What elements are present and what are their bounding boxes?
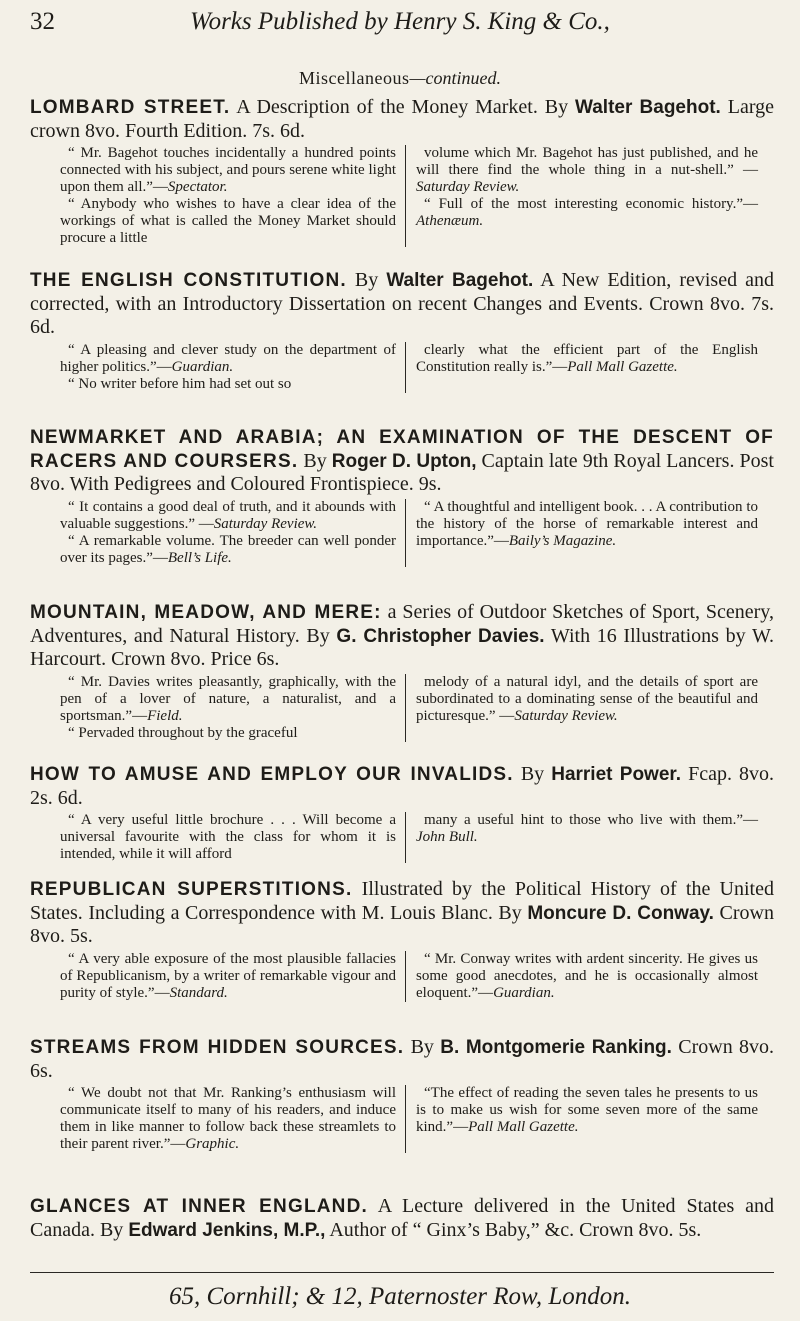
header-title: Works Published by Henry S. King & Co., xyxy=(190,8,610,35)
quote-source: Saturday Review. xyxy=(416,179,520,195)
description-text: Fcap. 8vo. 2s. 6d. xyxy=(30,763,774,809)
entry-description xyxy=(30,601,774,672)
quote-source: Athenæum. xyxy=(416,213,484,229)
book-title: LOMBARD STREET. xyxy=(30,97,231,118)
author-name: G. Christopher Davies. xyxy=(336,625,545,647)
review-quote xyxy=(416,342,758,376)
quote-text: “ Full of the most interesting economic history.”— xyxy=(424,196,758,212)
quote-text: clearly what the efficient part of the English Constitution really is.”— xyxy=(416,341,758,375)
book-title: HOW TO AMUSE AND EMPLOY OUR INVALIDS. xyxy=(30,764,514,785)
author-name: Harriet Power. xyxy=(551,764,682,785)
quote-text: “ A pleasing and clever study on the department of higher politics.”— xyxy=(60,341,396,375)
book-entry xyxy=(30,1036,774,1153)
quote-source: Baily’s Magazine. xyxy=(508,532,617,549)
review-column-right xyxy=(406,674,758,742)
review-column-left xyxy=(60,1085,406,1153)
review-quote xyxy=(60,196,396,247)
review-column-left xyxy=(60,812,406,863)
book-entry xyxy=(30,1195,774,1242)
author-name: Walter Bagehot. xyxy=(386,270,534,291)
quote-text: volume which Mr. Bagehot has just published, and he will there find the whole thing in a nut-shell.” — xyxy=(416,145,758,178)
book-entry xyxy=(30,269,774,393)
review-quote xyxy=(416,674,758,725)
entry-description xyxy=(30,269,774,340)
review-column-right xyxy=(406,951,758,1002)
review-quote xyxy=(60,533,396,567)
description-text: A New Edition, revised and corrected, with an Introductory Dissertation on recent Changes and Events. Crown 8vo. 7s. 6d. xyxy=(30,269,775,338)
quote-text: “ A very useful little brochure . . . Will become a universal favourite with the class for whom it is intended, while it will afford xyxy=(60,812,396,862)
quote-source: Pall Mall Gazette. xyxy=(567,358,678,375)
press-notices xyxy=(60,674,774,742)
review-quote xyxy=(60,145,396,196)
quote-source: Saturday Review. xyxy=(514,707,618,724)
description-text: Crown 8vo. 5s. xyxy=(30,901,774,947)
quote-text: “ A thoughtful and intelligent book. . . A contribution to the history of the horse of remarkable interest and importance.”— xyxy=(416,498,758,549)
book-entry xyxy=(30,601,774,742)
press-notices xyxy=(60,951,774,1002)
quote-text: “ Mr. Davies writes pleasantly, graphically, with the pen of a lover of nature, a naturalist, and a sportsman.”— xyxy=(60,673,396,724)
author-name: Roger D. Upton, xyxy=(331,450,477,472)
review-quote xyxy=(60,342,396,376)
press-notices xyxy=(60,1085,774,1153)
quote-source: Saturday Review. xyxy=(213,515,318,532)
quote-text: “ Anybody who wishes to have a clear idea of the workings of what is called the Money Market should procure a little xyxy=(60,196,396,246)
quote-text: “ No writer before him had set out so xyxy=(68,375,292,392)
description-text: A Lecture delivered in the United States and Canada. By xyxy=(30,1195,775,1241)
review-column-left xyxy=(60,145,406,247)
book-title: GLANCES AT INNER ENGLAND. xyxy=(30,1196,368,1217)
book-title: NEWMARKET AND ARABIA; AN EXAMINATION OF THE DESCENT OF RACERS AND COURSERS. xyxy=(30,427,774,472)
book-title: THE ENGLISH CONSTITUTION. xyxy=(30,270,347,291)
author-name: Edward Jenkins, M.P., xyxy=(128,1219,326,1241)
review-quote xyxy=(60,812,396,863)
quote-source: Guardian. xyxy=(171,358,234,375)
review-quote xyxy=(60,499,396,533)
press-notices xyxy=(60,812,774,863)
review-quote xyxy=(60,725,396,742)
description-text: By xyxy=(298,449,332,472)
quote-text: “ A very able exposure of the most plausible fallacies of Republicanism, by a writer of remarkable vigour and purity of style.”— xyxy=(60,950,396,1001)
description-text: a Series of Outdoor Sketches of Sport, Scenery, Adventures, and Natural History. By xyxy=(30,601,774,647)
running-head xyxy=(30,6,770,42)
review-column-right xyxy=(406,342,758,393)
entry-description xyxy=(30,426,774,497)
quote-text: “ It contains a good deal of truth, and it abounds with valuable suggestions.” — xyxy=(60,498,396,532)
review-quote xyxy=(416,145,758,196)
review-quote xyxy=(60,951,396,1002)
review-quote xyxy=(60,674,396,725)
review-quote xyxy=(416,196,758,230)
review-column-right xyxy=(406,812,758,863)
author-name: Walter Bagehot. xyxy=(575,97,721,118)
page-number: 32 xyxy=(30,8,55,35)
review-quote xyxy=(416,1085,758,1136)
entry-description xyxy=(30,878,774,949)
description-text: With 16 Illustrations by W. Harcourt. Crown 8vo. Price 6s. xyxy=(30,624,774,670)
description-text: Captain late 9th Royal Lancers. Post 8vo. With Pedigrees and Coloured Frontispiece. 9s. xyxy=(30,449,774,495)
quote-source: John Bull. xyxy=(416,829,478,845)
press-notices xyxy=(60,145,774,247)
description-text: Illustrated by the Political History of the United States. Including a Correspondence with M. Louis Blanc. By xyxy=(30,878,774,924)
footer-rule xyxy=(30,1272,774,1273)
description-text: A Description of the Money Market. By xyxy=(230,96,575,118)
section-main: Miscellaneous xyxy=(299,68,410,88)
description-text: Large crown 8vo. Fourth Edition. 7s. 6d. xyxy=(30,96,774,142)
entry-description xyxy=(30,1036,774,1083)
book-entry xyxy=(30,426,774,567)
review-quote xyxy=(416,951,758,1002)
book-title: REPUBLICAN SUPERSTITIONS. xyxy=(30,879,353,900)
quote-text: many a useful hint to those who live with them.”— xyxy=(424,812,758,828)
quote-text: “ Mr. Conway writes with ardent sincerity. He gives us some good anecdotes, and he is occasionally almost eloquent.”— xyxy=(416,950,758,1001)
review-column-left xyxy=(60,342,406,393)
review-column-right xyxy=(406,1085,758,1153)
book-entry xyxy=(30,96,774,247)
review-column-left xyxy=(60,674,406,742)
quote-source: Standard. xyxy=(169,984,228,1001)
review-column-left xyxy=(60,499,406,567)
description-text: By xyxy=(404,1036,441,1058)
quote-source: Bell’s Life. xyxy=(167,549,232,566)
book-title: STREAMS FROM HIDDEN SOURCES. xyxy=(30,1037,405,1058)
book-title: MOUNTAIN, MEADOW, AND MERE: xyxy=(30,602,382,623)
footer-imprint: 65, Cornhill; & 12, Paternoster Row, London. xyxy=(168,1283,632,1310)
quote-source: Field. xyxy=(147,707,183,724)
description-text: By xyxy=(346,269,387,291)
quote-text: “ Pervaded throughout by the graceful xyxy=(68,724,298,741)
quote-text: “ We doubt not that Mr. Ranking’s enthusiasm will communicate itself to many of his readers, and induce them in like manner to follow back these streamlets to their parent river.”— xyxy=(60,1085,396,1152)
quote-text: “The effect of reading the seven tales he presents to us is to make us wish for some seven more of the same kind.”— xyxy=(416,1085,758,1135)
review-quote xyxy=(60,1085,396,1153)
author-name: B. Montgomerie Ranking. xyxy=(440,1037,672,1058)
quote-text: melody of a natural idyl, and the details of sport are subordinated to a dominating sense of the beautiful and picturesque.” — xyxy=(416,673,758,724)
description-text: Crown 8vo. 6s. xyxy=(30,1036,774,1082)
quote-text: “ Mr. Bagehot touches incidentally a hundred points connected with his subject, and pours serene white light upon them all.”— xyxy=(60,145,396,195)
entry-description xyxy=(30,1195,774,1242)
quote-source: Guardian. xyxy=(493,984,555,1001)
press-notices xyxy=(60,499,774,567)
press-notices xyxy=(60,342,774,393)
review-column-right xyxy=(406,145,758,247)
review-column-right xyxy=(406,499,758,567)
description-text: Author of “ Ginx’s Baby,” &c. Crown 8vo. 5s. xyxy=(325,1218,702,1241)
quote-text: “ A remarkable volume. The breeder can well ponder over its pages.”— xyxy=(60,532,396,566)
review-column-left xyxy=(60,951,406,1002)
review-quote xyxy=(416,812,758,846)
section-continued: —continued. xyxy=(409,68,501,88)
quote-source: Pall Mall Gazette. xyxy=(468,1119,579,1135)
book-entry xyxy=(30,878,774,1002)
quote-source: Graphic. xyxy=(185,1136,240,1152)
book-entry xyxy=(30,763,774,863)
entry-description xyxy=(30,96,774,143)
section-heading xyxy=(0,68,800,89)
quote-source: Spectator. xyxy=(167,179,228,195)
author-name: Moncure D. Conway. xyxy=(527,902,714,924)
review-quote xyxy=(60,376,396,393)
entry-description xyxy=(30,763,774,810)
description-text: By xyxy=(513,763,552,785)
review-quote xyxy=(416,499,758,550)
